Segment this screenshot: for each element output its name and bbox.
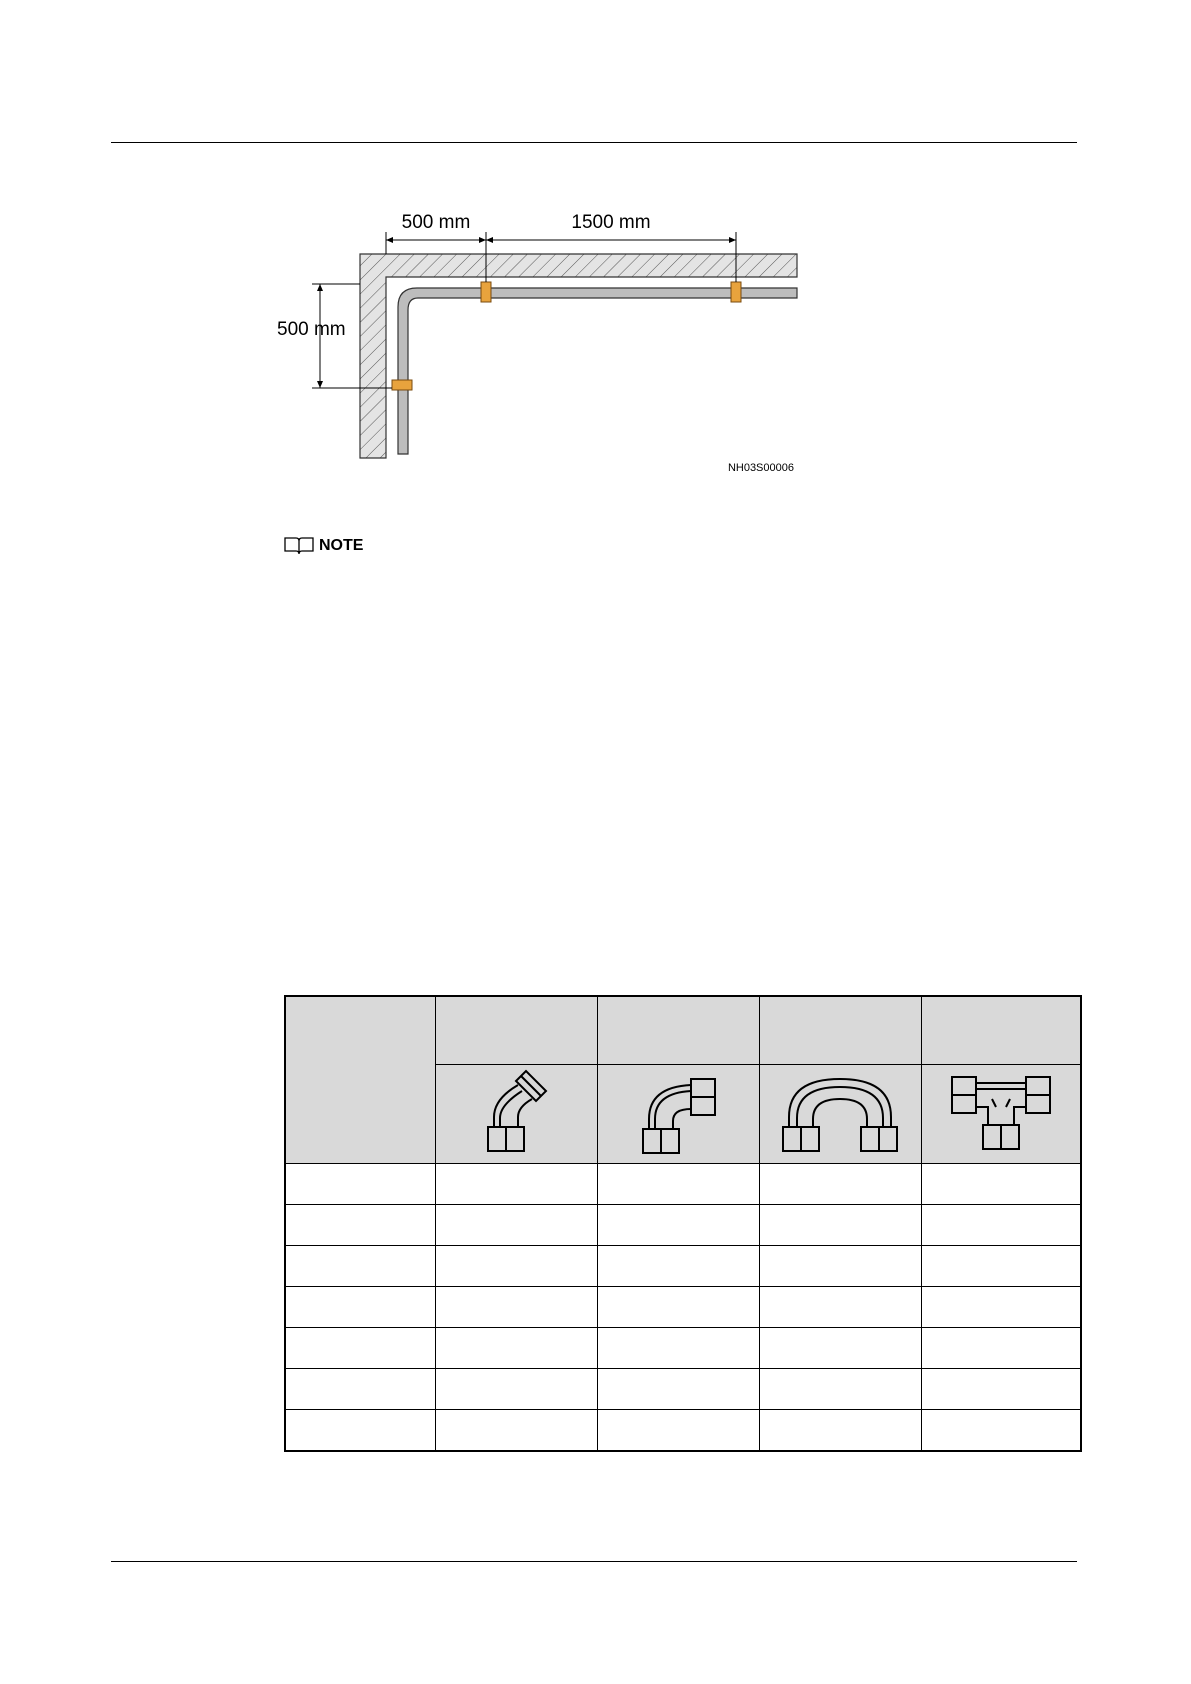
table-cell [921, 1205, 1081, 1246]
table-cell [597, 1246, 759, 1287]
tee-cell [921, 1065, 1081, 1164]
table-cell [285, 1287, 435, 1328]
note-label: NOTE [319, 537, 364, 554]
table-cell [759, 1246, 921, 1287]
table-cell [921, 1287, 1081, 1328]
table-cell [759, 1205, 921, 1246]
table-cell [435, 1205, 597, 1246]
table-row [285, 1410, 1081, 1451]
table-cell [597, 1410, 759, 1451]
table-cell [435, 1287, 597, 1328]
header-cell [435, 996, 597, 1065]
header-cell [759, 996, 921, 1065]
header-cell [921, 996, 1081, 1065]
table-cell [921, 1369, 1081, 1410]
dim-500-horizontal: 500 mm [401, 212, 471, 233]
book-icon [283, 536, 315, 556]
table-cell [435, 1164, 597, 1205]
u-bend-icon [775, 1069, 905, 1159]
pipe [398, 288, 797, 454]
figure-id: NH03S00006 [727, 462, 794, 474]
u-bend-cell [759, 1065, 921, 1164]
header-rule [111, 142, 1077, 143]
table-cell [285, 1328, 435, 1369]
pipe-installation-diagram [270, 200, 830, 490]
footer-rule [111, 1561, 1077, 1562]
table-cell [285, 1369, 435, 1410]
table-row [285, 1369, 1081, 1410]
table-cell [921, 1328, 1081, 1369]
fitting-90-cell [597, 1065, 759, 1164]
header-cell [597, 996, 759, 1065]
table-cell [435, 1410, 597, 1451]
table-cell [435, 1328, 597, 1369]
table-cell [921, 1164, 1081, 1205]
table-cell [285, 1205, 435, 1246]
table-cell [597, 1287, 759, 1328]
dim-500-vertical: 500 mm [277, 319, 346, 340]
90-degree-elbow-icon [633, 1069, 723, 1159]
table-cell [285, 1246, 435, 1287]
table-cell [597, 1369, 759, 1410]
table-cell [435, 1369, 597, 1410]
table-row [285, 1287, 1081, 1328]
table-cell [921, 1410, 1081, 1451]
table-cell [759, 1410, 921, 1451]
45-degree-elbow-icon [476, 1069, 556, 1159]
table-corner-cell [285, 996, 435, 1164]
table-cell [759, 1328, 921, 1369]
table-cell [759, 1287, 921, 1328]
table-row [285, 1246, 1081, 1287]
table-row [285, 1205, 1081, 1246]
table-cell [921, 1246, 1081, 1287]
table-cell [597, 1205, 759, 1246]
table-cell [759, 1164, 921, 1205]
table-cell [285, 1410, 435, 1451]
dim-1500-horizontal: 1500 mm [571, 212, 651, 233]
tee-fitting-icon [946, 1069, 1056, 1159]
note-heading [283, 535, 363, 557]
table-row [285, 1164, 1081, 1205]
table-cell [597, 1328, 759, 1369]
table-cell [759, 1369, 921, 1410]
fitting-45-cell [435, 1065, 597, 1164]
table-row [285, 1328, 1081, 1369]
table-cell [435, 1246, 597, 1287]
pipe-fittings-table [284, 995, 1082, 1452]
table-cell [597, 1164, 759, 1205]
table-cell [285, 1164, 435, 1205]
